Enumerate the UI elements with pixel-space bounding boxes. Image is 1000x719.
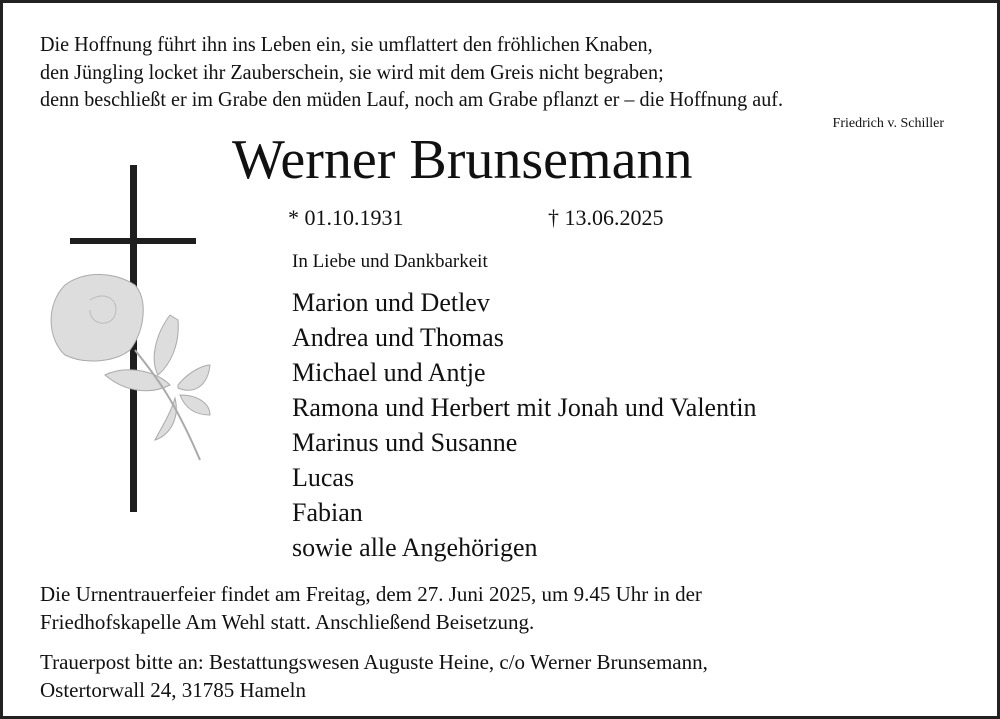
quote-line: Die Hoffnung führt ihn ins Leben ein, sie umflattert den fröhlichen Knaben, (40, 32, 653, 56)
condolence-address (40, 648, 708, 704)
mourner-name: Ramona und Herbert mit Jonah und Valentin (292, 393, 757, 422)
quote-line: denn beschließt er im Grabe den müden Lauf, noch am Grabe pflanzt er – die Hoffnung auf. (40, 87, 784, 111)
mourner-name: Andrea und Thomas (292, 323, 504, 352)
deceased-name: Werner Brunsemann (232, 129, 693, 191)
service-line: Friedhofskapelle Am Wehl statt. Anschließend Beisetzung. (40, 610, 535, 634)
mourner-name: Michael und Antje (292, 358, 486, 387)
birth-date: * 01.10.1931 (288, 205, 404, 230)
death-date: † 13.06.2025 (548, 205, 664, 230)
mourner-name: Marinus und Susanne (292, 428, 518, 457)
mourners-list (292, 285, 757, 565)
quote-line: den Jüngling locket ihr Zauberschein, sie wird mit dem Greis nicht begraben; (40, 59, 664, 84)
address-line: Ostertorwall 24, 31785 Hameln (40, 678, 306, 702)
mourners-intro: In Liebe und Dankbarkeit (292, 251, 488, 272)
mourner-name: sowie alle Angehörigen (292, 533, 538, 562)
service-info (40, 580, 702, 636)
mourner-name: Lucas (292, 463, 355, 492)
mourner-name: Fabian (292, 498, 363, 527)
schiller-quote (40, 31, 783, 114)
mourner-name: Marion und Detlev (292, 288, 490, 317)
cross-with-rose-icon (30, 160, 220, 520)
quote-author: Friedrich v. Schiller (832, 116, 944, 131)
address-line: Trauerpost bitte an: Bestattungswesen Auguste Heine, c/o Werner Brunsemann, (40, 650, 708, 674)
service-line: Die Urnentrauerfeier findet am Freitag, dem 27. Juni 2025, um 9.45 Uhr in der (40, 582, 702, 606)
